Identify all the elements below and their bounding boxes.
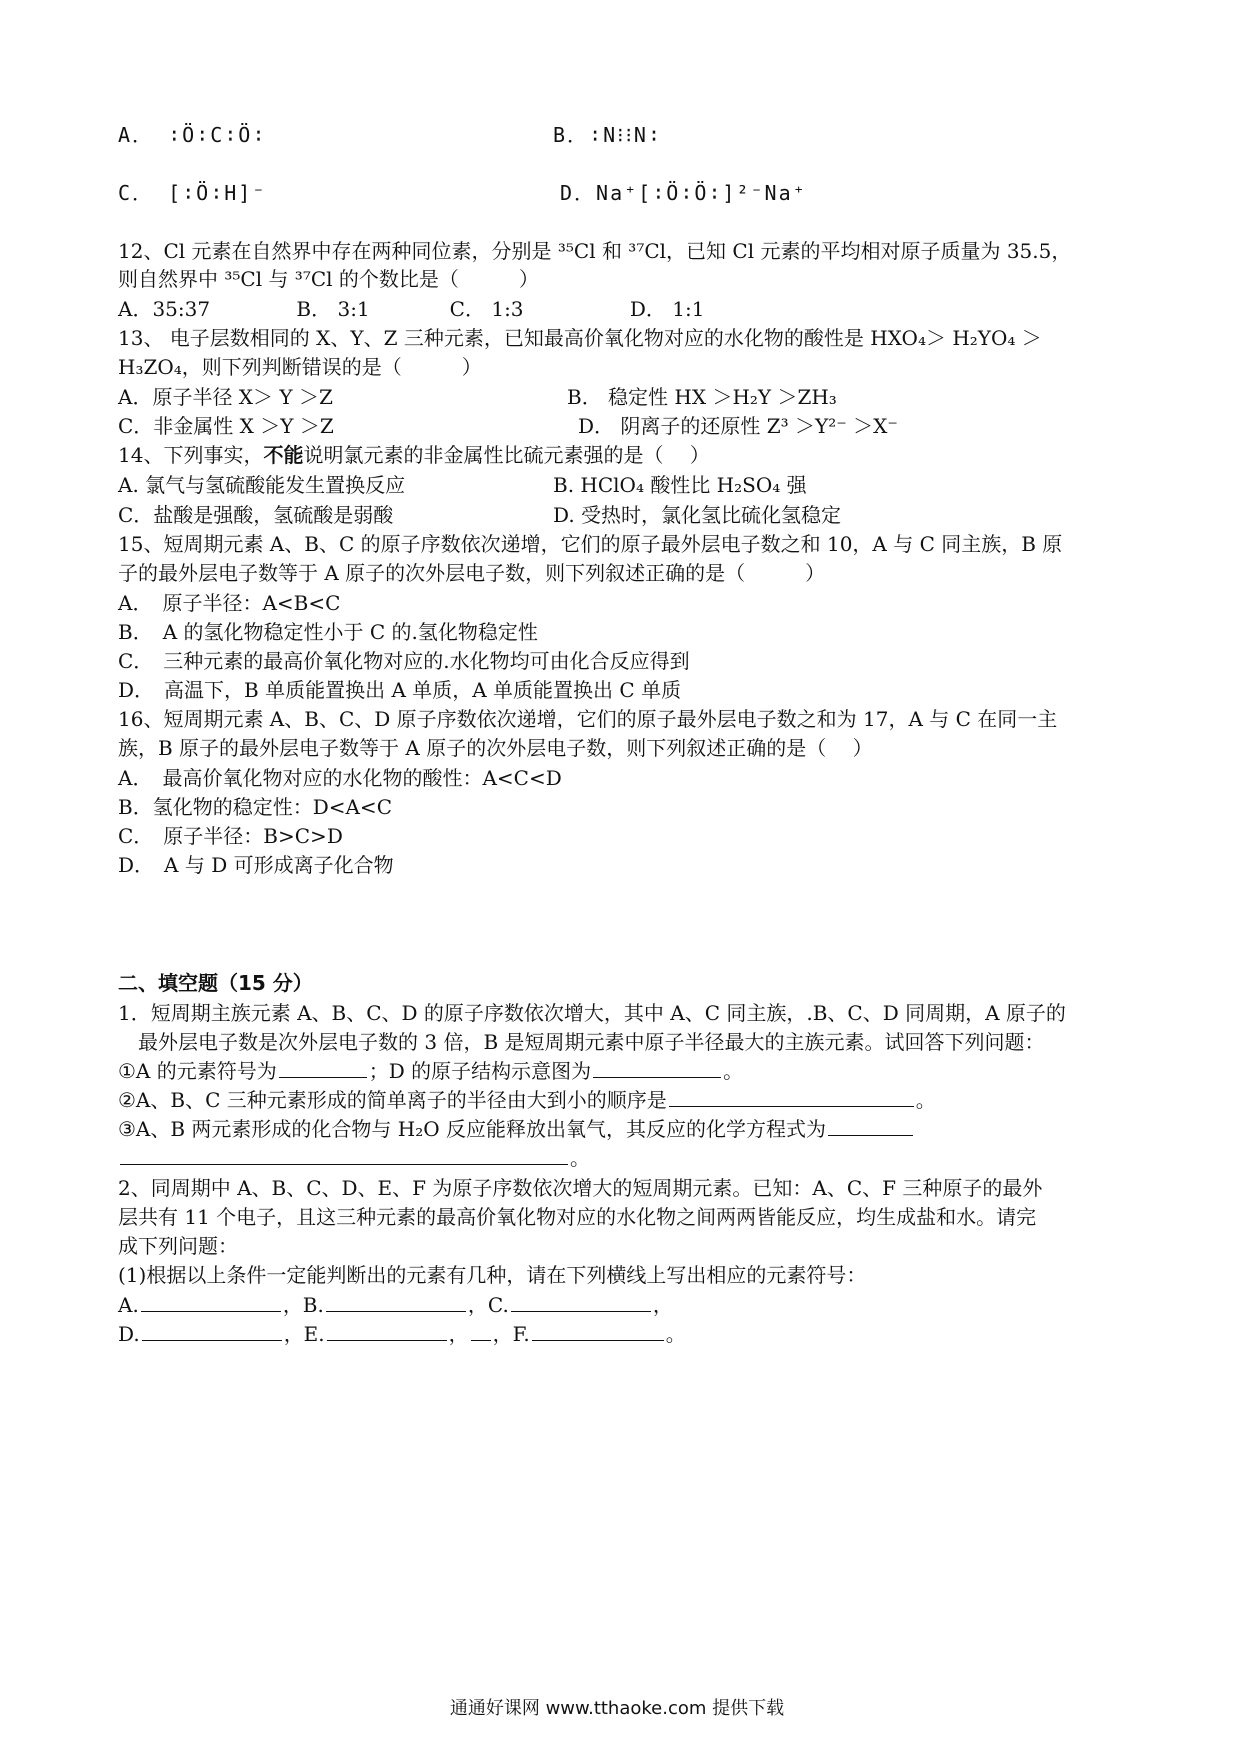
q14-stem [118, 442, 710, 468]
q13-option-a: A．原子半径 X＞ Y ＞Z [118, 385, 333, 409]
f1-part2 [118, 1087, 936, 1113]
f1-part1-end: 。 [723, 1059, 744, 1083]
q16-option-b: B．氢化物的稳定性：D<A<C [118, 795, 392, 819]
q13-option-b: B． 稳定性 HX ＞H₂Y ＞ZH₃ [567, 385, 837, 409]
answer-blank-ion-radius-order[interactable] [669, 1088, 914, 1107]
q14-option-c: C．盐酸是强酸，氢硫酸是弱酸 [118, 503, 394, 527]
f2-label-e: ，E. [283, 1322, 325, 1346]
q15-option-b: B． A 的氢化物稳定性小于 C 的.氢化物稳定性 [118, 620, 538, 644]
q13-stem-line1: 13、 电子层数相同的 X、Y、Z 三种元素，已知最高价氧化物对应的水化物的酸性是 HXO₄＞ H₂YO₄ ＞ [118, 326, 1042, 350]
f2-label-e-mid: ， [448, 1322, 469, 1346]
f2-stem-line3: 成下列问题： [118, 1234, 238, 1258]
f1-stem-line1: 1．短周期主族元素 A、B、C、D 的原子序数依次增大，其中 A、C 同主族，.B、C、D 同周期，A 原子的 [118, 1001, 1066, 1025]
q14-option-b: B. HClO₄ 酸性比 H₂SO₄ 强 [553, 473, 807, 497]
q16-option-d: D． A 与 D 可形成离子化合物 [118, 853, 394, 877]
q16-stem-line2: 族，B 原子的最外层电子数等于 A 原子的次外层电子数，则下列叙述正确的是（ ） [118, 736, 873, 760]
f1-part3 [118, 1116, 915, 1142]
f1-stem-line2: 最外层电子数是次外层电子数的 3 倍，B 是短周期元素中原子半径最大的主族元素。试回答下列问题： [138, 1030, 1045, 1054]
f1-part3-label: ③A、B 两元素形成的化合物与 H₂O 反应能释放出氧气，其反应的化学方程式为 [118, 1117, 826, 1141]
answer-blank-element-e[interactable] [327, 1322, 447, 1341]
q12-stem-line2: 则自然界中 ³⁵Cl 与 ³⁷Cl 的个数比是（ ） [118, 267, 539, 291]
answer-blank-element-a[interactable] [141, 1293, 281, 1312]
f2-stem-line1: 2、同周期中 A、B、C、D、E、F 为原子序数依次增大的短周期元素。已知：A、C、F 三种原子的最外 [118, 1176, 1043, 1200]
q14-stem-emphasis: 不能 [263, 443, 304, 467]
answer-blank-element-b[interactable] [326, 1293, 466, 1312]
q11-option-a: A． ∶Ö∶C∶Ö∶ [118, 123, 267, 147]
q15-stem-line1: 15、短周期元素 A、B、C 的原子序数依次递增，它们的原子最外层电子数之和 10，A 与 C 同主族，B 原 [118, 532, 1063, 556]
q16-option-c: C． 原子半径：B>C>D [118, 824, 343, 848]
q11-option-d: D．Na⁺[∶Ö∶Ö∶]²⁻Na⁺ [560, 181, 807, 205]
q12-stem-line1: 12、Cl 元素在自然界中存在两种同位素，分别是 ³⁵Cl 和 ³⁷Cl，已知 Cl 元素的平均相对原子质量为 35.5， [118, 239, 1072, 263]
f2-label-f-end: 。 [665, 1322, 686, 1346]
section-2-title: 二、填空题（15 分） [118, 971, 313, 995]
q13-option-d: D． 阴离子的还原性 Z³ ＞Y²⁻ ＞X⁻ [578, 414, 898, 438]
q13-option-c: C．非金属性 X ＞Y ＞Z [118, 414, 334, 438]
answer-blank-equation-end[interactable] [120, 1146, 568, 1165]
f2-label-c: ，C. [467, 1293, 509, 1317]
f1-part1-mid: ；D 的原子结构示意图为 [368, 1059, 592, 1083]
q16-option-a: A． 最高价氧化物对应的水化物的酸性：A<C<D [118, 766, 562, 790]
answer-blank-a-symbol[interactable] [279, 1059, 367, 1078]
f1-part2-label: ②A、B、C 三种元素形成的简单离子的半径由大到小的顺序是 [118, 1088, 667, 1112]
q11-option-b: B．∶N⁝⁝N∶ [553, 123, 662, 147]
f1-part2-end: 。 [915, 1088, 936, 1112]
q15-stem-line2: 子的最外层电子数等于 A 原子的次外层电子数，则下列叙述正确的是（ ） [118, 561, 826, 585]
q14-option-d: D. 受热时，氯化氢比硫化氢稳定 [553, 503, 842, 527]
page-footer: 通通好课网 www.tthaoke.com 提供下载 [449, 1698, 785, 1719]
answer-blank-element-c[interactable] [511, 1293, 651, 1312]
q14-option-a: A. 氯气与氢硫酸能发生置换反应 [118, 473, 406, 497]
answer-blank-element-d[interactable] [142, 1322, 282, 1341]
answer-blank-equation-start[interactable] [828, 1117, 913, 1136]
f2-label-c-end: ， [652, 1293, 673, 1317]
q15-option-c: C． 三种元素的最高价氧化物对应的.水化物均可由化合反应得到 [118, 649, 690, 673]
f2-stem-line4: (1)根据以上条件一定能判断出的元素有几种，请在下列横线上写出相应的元素符号： [118, 1263, 867, 1287]
q12-options: A．35:37 B． 3:1 C． 1:3 D． 1:1 [118, 297, 705, 321]
f2-label-d: D. [118, 1322, 140, 1346]
q11-option-c: C． [∶Ö∶H]⁻ [118, 181, 267, 205]
answer-blank-element-e-extra[interactable] [471, 1322, 491, 1341]
q14-stem-post: 说明氯元素的非金属性比硫元素强的是（ ） [303, 443, 710, 467]
q15-option-d: D． 高温下，B 单质能置换出 A 单质，A 单质能置换出 C 单质 [118, 678, 682, 702]
q16-stem-line1: 16、短周期元素 A、B、C、D 原子序数依次递增，它们的原子最外层电子数之和为 17，A 与 C 在同一主 [118, 707, 1058, 731]
f2-stem-line2: 层共有 11 个电子，且这三种元素的最高价氧化物对应的水化物之间两两皆能反应，均生成盐和水。请完 [118, 1205, 1037, 1229]
f1-part3-continued [118, 1145, 590, 1171]
f2-label-f: ，F. [492, 1322, 530, 1346]
q14-stem-pre: 14、下列事实， [118, 443, 264, 467]
f1-part3-end: 。 [570, 1146, 590, 1170]
q13-stem-line2: H₃ZO₄，则下列判断错误的是（ ） [118, 355, 482, 379]
f1-part1 [118, 1058, 743, 1084]
f2-label-a: A. [118, 1293, 139, 1317]
q15-option-a: A． 原子半径：A<B<C [118, 591, 341, 615]
f2-answer-row1 [118, 1292, 673, 1318]
f2-label-b: ，B. [282, 1293, 324, 1317]
answer-blank-d-diagram[interactable] [593, 1059, 721, 1078]
f2-answer-row2 [118, 1321, 686, 1347]
answer-blank-element-f[interactable] [532, 1322, 664, 1341]
f1-part1-label: ①A 的元素符号为 [118, 1059, 277, 1083]
